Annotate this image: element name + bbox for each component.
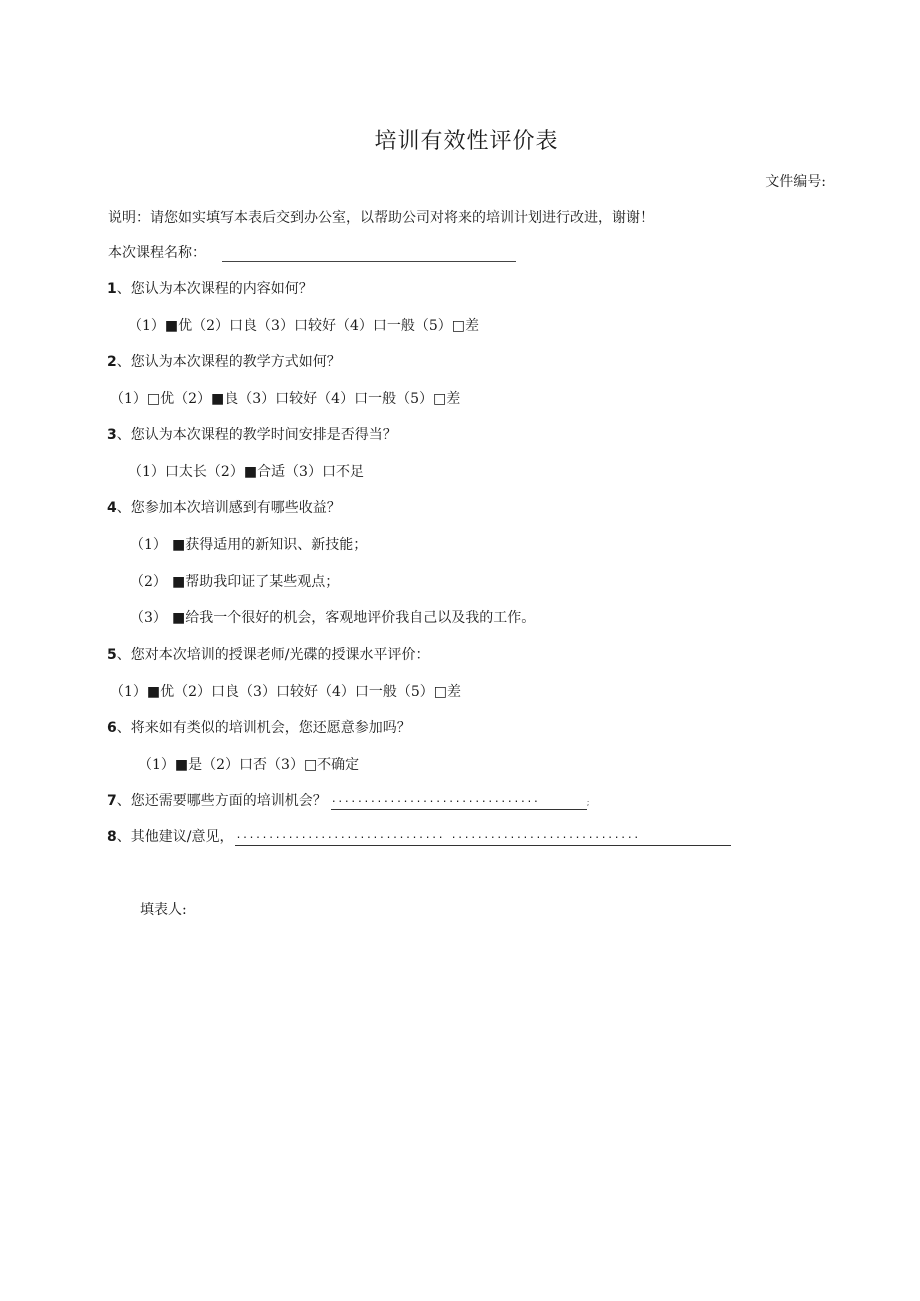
course-name-row bbox=[108, 242, 516, 262]
question-text: 、其他建议/意见， bbox=[116, 829, 234, 845]
question-5-options[interactable]: （1）■优（2）口良（3）口较好（4）口一般（5）□差 bbox=[110, 684, 461, 700]
question-4 bbox=[107, 497, 341, 517]
benefit-option-2[interactable] bbox=[130, 571, 339, 591]
question-text: 、您对本次培训的授课老师/光碟的授课水平评价： bbox=[116, 647, 430, 663]
question-2-options[interactable]: （1）□优（2）■良（3）口较好（4）口一般（5）□差 bbox=[110, 391, 461, 407]
suggestions-field[interactable]: ................................ ............................. bbox=[235, 831, 731, 846]
question-3 bbox=[107, 424, 397, 444]
question-8 bbox=[107, 826, 731, 846]
question-text: 、将来如有类似的培训机会，您还愿意参加吗？ bbox=[116, 720, 411, 736]
question-3-options[interactable]: （1）口太长（2）■合适（3）口不足 bbox=[128, 464, 364, 480]
question-6-options[interactable]: （1）■是（2）口否（3）□不确定 bbox=[138, 757, 360, 773]
question-number: 1 bbox=[107, 281, 117, 297]
question-text: 、您认为本次课程的教学方式如何？ bbox=[116, 354, 341, 370]
question-2 bbox=[107, 351, 341, 371]
question-number: 7 bbox=[107, 793, 117, 809]
option-text: ■给我一个很好的机会，客观地评价我自己以及我的工作。 bbox=[172, 610, 536, 626]
question-1-options[interactable]: （1）■优（2）口良（3）口较好（4）口一般（5）□差 bbox=[128, 318, 479, 334]
document-number-label: 文件编号: bbox=[765, 174, 826, 190]
question-number: 4 bbox=[107, 500, 117, 516]
field-end-mark: ; bbox=[586, 798, 590, 807]
benefit-option-1[interactable] bbox=[130, 534, 367, 554]
question-text: 、您参加本次培训感到有哪些收益？ bbox=[116, 500, 341, 516]
course-name-label: 本次课程名称： bbox=[108, 245, 206, 261]
question-6 bbox=[107, 717, 411, 737]
option-index: （1） bbox=[130, 537, 167, 553]
question-5 bbox=[107, 644, 429, 664]
question-number: 8 bbox=[107, 829, 117, 845]
benefit-option-3[interactable] bbox=[130, 607, 535, 627]
question-number: 5 bbox=[107, 647, 117, 663]
option-text: ■获得适用的新知识、新技能； bbox=[172, 537, 368, 553]
question-text: 、您认为本次课程的教学时间安排是否得当？ bbox=[116, 427, 397, 443]
question-1 bbox=[107, 278, 313, 298]
option-text: ■帮助我印证了某些观点； bbox=[172, 574, 340, 590]
training-needs-field[interactable]: ................................ bbox=[331, 795, 587, 810]
question-number: 2 bbox=[107, 354, 117, 370]
instruction-text: 说明：请您如实填写本表后交到办公室，以帮助公司对将来的培训计划进行改进，谢谢！ bbox=[108, 210, 654, 226]
option-index: （2） bbox=[130, 574, 167, 590]
option-index: （3） bbox=[130, 610, 167, 626]
filler-label: 填表人: bbox=[140, 902, 187, 918]
page-title: 培训有效性评价表 bbox=[374, 129, 559, 154]
question-number: 6 bbox=[107, 720, 117, 736]
question-text: 、您认为本次课程的内容如何？ bbox=[116, 281, 313, 297]
question-7 bbox=[107, 790, 589, 810]
question-number: 3 bbox=[107, 427, 117, 443]
course-name-field[interactable] bbox=[222, 245, 516, 262]
question-text: 、您还需要哪些方面的培训机会？ bbox=[116, 793, 327, 809]
